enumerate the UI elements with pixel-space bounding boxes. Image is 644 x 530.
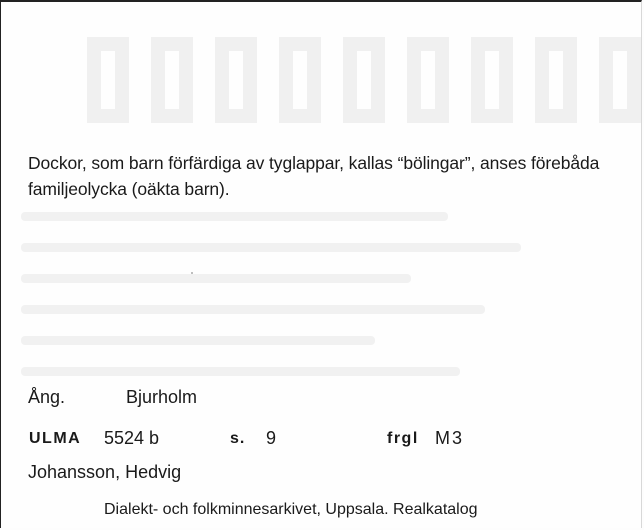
archive-number: 5524 b	[104, 428, 160, 448]
archive-label: ULMA	[29, 430, 82, 447]
page-number: 9	[266, 428, 277, 448]
informant-name: Johansson, Hedvig	[28, 462, 182, 482]
paper-speck	[191, 272, 193, 274]
location-label: Ång.	[28, 387, 66, 407]
bleed-through-decoration	[11, 16, 641, 136]
questionnaire-label: frgl	[387, 430, 419, 447]
questionnaire-code: M3	[435, 428, 465, 448]
card-body-text: Dockor, som barn förfärdiga av tyglappar, kallas “bölingar”, anses förebåda familjeolycka (oäkta barn).	[28, 153, 600, 199]
bleed-through-lines	[21, 212, 631, 432]
page-label: s.	[230, 430, 246, 447]
location-value: Bjurholm	[126, 387, 198, 407]
archive-footer: Dialekt- och folkminnesarkivet, Uppsala. Realkatalog	[104, 501, 478, 518]
